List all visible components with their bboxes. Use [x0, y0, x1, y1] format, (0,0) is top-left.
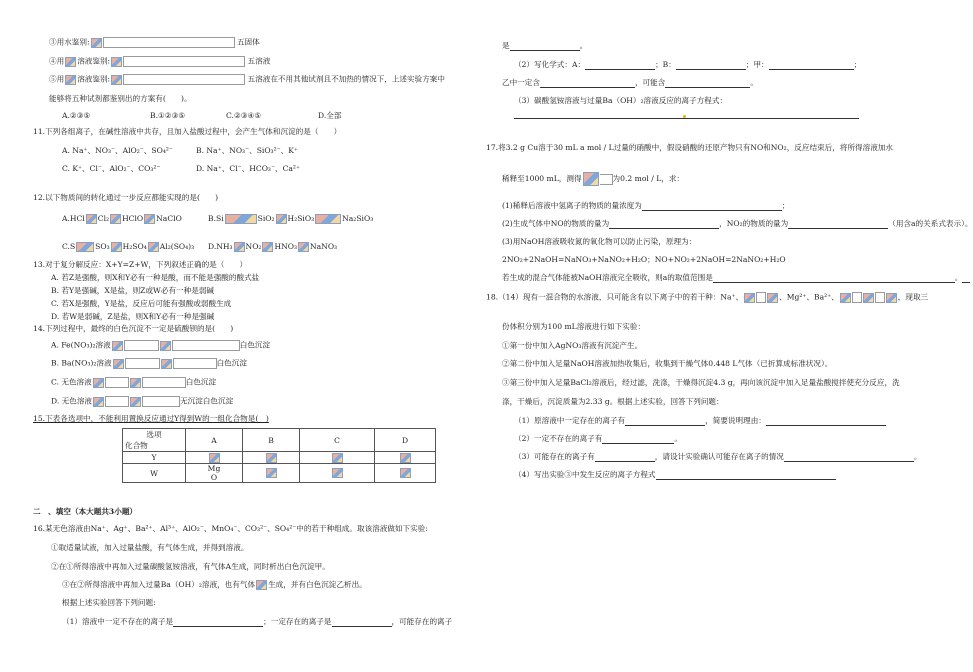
q13-choice-a: A. 若Z是强酸，则X和Y必有一种是酸，而不能是强酸的酸式盐: [51, 273, 260, 282]
formula-image: [209, 453, 220, 463]
arrow-image: [86, 214, 97, 224]
q16-stem: 16.某无色溶液由Na⁺、Ag⁺、Ba²⁺、Al³⁺、AlO₂⁻、MnO₄⁻、CO₃²⁻、SO₄²⁻中的若干种组成。取该溶液做如下实验:: [33, 524, 428, 533]
process-image: [130, 397, 141, 407]
q17-part2: (2)生成气体中NO的物质的量为 ，NO₂的物质的量为 （用含a的关系式表示）。: [502, 219, 973, 228]
q16-answer-intro: 根据上述实验回答下列问题:: [62, 598, 156, 607]
q18-part1: （1）原溶液中一定存在的离子有 ，简要说明理由：: [514, 416, 886, 426]
q17-part1: (1)稀释后溶液中氢离子的物质的量浓度为 ；: [502, 201, 790, 210]
q11-choice-c: C. K⁺、Cl⁻、AlO₂⁻、CO₃²⁻: [62, 164, 161, 173]
q18-step3-cont: 涤，干燥后，沉淀质量为2.33 g。根据上述实验，回答下列问题：: [502, 397, 724, 406]
q18-step2: ②第二份中加入足量NaOH溶液加热收集后，收集到干燥气体0.448 L气体（已折算成标准状况）。: [502, 359, 833, 368]
formula-image: [256, 580, 267, 590]
q12-choice-a: A.HCl Cl₂ HClO NaClO: [62, 214, 182, 223]
q16-part3-blank[interactable]: [514, 118, 859, 119]
q14-choice-c: C. 无色溶液 白色沉淀: [51, 377, 217, 387]
answer-blank[interactable]: [713, 274, 955, 283]
answer-blank[interactable]: [602, 435, 674, 444]
q12-stem: 12.以下物质间的转化通过一步反应都能实现的是( ): [33, 193, 219, 202]
q13-choice-c: C. 若X是强酸，Y是盐，反应后可能有强酸或弱酸生成: [51, 299, 232, 308]
ion-image: [767, 293, 778, 303]
process-image: [113, 359, 124, 369]
formula-image: [583, 172, 599, 186]
q10-option5: ⑤用 溶液鉴别: 五溶液在不用其他试剂且不加热的情况下，上述实验方案中: [49, 74, 445, 84]
answer-blank[interactable]: [540, 79, 635, 88]
formula-image: [266, 468, 277, 478]
q10-option3: ③用水鉴别: 五固体: [49, 37, 260, 47]
q11-stem: 11.下列各组离子，在碱性溶液中共存，且加入盐酸过程中，会产生气体和沉淀的是（ ）: [33, 127, 342, 136]
q14-stem: 14.下列过程中，最终的白色沉淀不一定是硫酸钡的是( ): [33, 324, 234, 333]
table-row: W Mg O: [123, 464, 436, 483]
q12-choice-b: B.Si SiO₂ H₂SiO₃ Na₂SiO₃: [208, 214, 374, 223]
q13-choice-d: D. 若W是弱碱，Z是盐，则X和Y必有一种是强碱: [51, 312, 215, 321]
q16-part1: （1）溶液中一定不存在的离子是 ；一定存在的离子是 ，可能存在的离子: [62, 617, 453, 626]
formula-image: [400, 468, 411, 478]
formula-image: [111, 75, 122, 85]
arrow-image: [76, 242, 94, 252]
answer-blank[interactable]: [332, 618, 392, 627]
q17-line2: 稀释至1000 mL，测得 为0.2 mol / L，求：: [502, 172, 684, 186]
formula-image: [332, 468, 343, 478]
q12-choice-c: C.S SO₃ H₂SO₄ Al₂(SO₄)₃: [62, 242, 195, 251]
q10-choice-c: C.②③④⑤: [226, 111, 262, 120]
ion-image: [886, 293, 897, 303]
q16-part2: （2）写化学式：A： ；B： ；甲： ；: [514, 60, 862, 69]
arrow-image: [111, 242, 122, 252]
q16-step2: ②在①所得溶液中再加入过量碳酸氢铵溶液，有气体A生成，同时析出白色沉淀甲。: [51, 562, 330, 571]
q18-line2: 份体积分别为100 mL溶液进行如下实验：: [502, 322, 646, 331]
arrow-image: [234, 242, 245, 252]
q13-stem: 13.对于复分解反应：X+Y=Z+W，下列叙述正确的是（ ）: [33, 260, 248, 269]
q16-step1: ①取适量试液，加入过量盐酸，有气体生成，并得到溶液。: [51, 543, 249, 552]
answer-blank[interactable]: [788, 220, 888, 229]
q16-part1-cont: 是 。: [502, 41, 588, 50]
q18-part3: （3）可能存在的离子有 ，请设计实验确认可能存在离子的情况 。: [514, 452, 922, 461]
q17-equation: 2NO₂+2NaOH=NaNO₃+NaNO₂+H₂O；NO+NO₂+2NaOH=2NaNO₂+H₂O: [502, 255, 786, 264]
q11-choice-b: B. Na⁺、NO₃⁻、SiO₃²⁻、K⁺: [196, 146, 298, 155]
q11-choice-d: D. Na⁺、Cl⁻、HCO₃⁻、Ca²⁺: [196, 164, 300, 173]
q16-part2-line2: 乙中一定含 ，可能含 。: [502, 78, 758, 87]
q18-step1: ①第一份中加入AgNO₃溶液有沉淀产生。: [502, 341, 643, 350]
formula-image: [65, 57, 76, 67]
arrow-image: [144, 214, 155, 224]
formula-image: [111, 57, 122, 67]
answer-blank[interactable]: [676, 61, 746, 70]
answer-blank[interactable]: [766, 417, 886, 426]
q16-step3: ③在②所得溶液中再加入过量Ba（OH）₂溶液，也有气体 生成，并有白色沉淀乙析出。: [62, 580, 367, 589]
process-image: [93, 397, 104, 407]
process-image: [93, 378, 104, 388]
formula-image: [266, 453, 277, 463]
q18-part2: （2）一定不存在的离子有 。: [514, 434, 682, 443]
arrow-image: [225, 214, 257, 224]
answer-blank[interactable]: [642, 202, 782, 211]
q12-choice-d: D.NH₃ NO₂ HNO₃ NaNO₃: [208, 242, 338, 251]
q10-choice-b: B.①②③⑤: [150, 111, 186, 120]
formula-image: [332, 453, 343, 463]
process-image: [112, 341, 123, 351]
q16-part3: （3）碳酸氢铵溶液与过量Ba（OH）₂溶液反应的离子方程式：: [514, 96, 728, 105]
formula-image: [65, 75, 76, 85]
answer-blank[interactable]: [585, 61, 655, 70]
q10-continuation: 能够将五种试剂都鉴别出的方案有( )。: [49, 94, 192, 103]
answer-blank[interactable]: [625, 417, 705, 426]
q17-stem: 17.将3.2 g Cu溶于30 mL a mol / L过量的硝酸中，假设硝酸的还原产物只有NO和NO₂，反应结束后，将所得溶液加水: [486, 143, 894, 152]
process-image: [130, 378, 141, 388]
q15-stem: 15.下表各选项中，不能利用置换反应通过Y得到W的一组化合物是( ): [33, 414, 269, 423]
q15-table: [122, 428, 436, 483]
answer-blank[interactable]: [609, 220, 719, 229]
answer-blank[interactable]: [510, 42, 580, 51]
q13-choice-b: B. 若Y是强碱，X是盐，则Z或W必有一种是弱碱: [51, 286, 215, 295]
table-row: 选项 化合物 A B C D: [123, 429, 436, 452]
q17-part3: (3)用NaOH溶液吸收氮的氧化物可以防止污染，原理为：: [502, 237, 697, 246]
marker-dot: [683, 115, 686, 118]
q18-part4: （4）写出实验③中发生反应的离子方程式: [514, 470, 836, 480]
process-image: [161, 359, 172, 369]
arrow-image: [148, 242, 159, 252]
q14-choice-b: B. Ba(NO₃)₂溶液 白色沉淀: [51, 358, 247, 368]
arrow-image: [110, 214, 121, 224]
ion-image: [744, 293, 755, 303]
q17-last: 若生成的混合气体能被NaOH溶液完全吸收，则a的取值范围是 。: [502, 273, 970, 283]
section-heading: 二 、填空（本大题共3小题）: [33, 507, 138, 516]
formula-image: [400, 453, 411, 463]
formula-image: [91, 38, 102, 48]
ion-image: [863, 293, 874, 303]
q10-choice-d: D.全部: [318, 111, 342, 120]
q10-option4: ④用 溶液鉴别: 五溶液: [49, 56, 271, 66]
q11-choice-a: A. Na⁺、NO₃⁻、AlO₂⁻、SO₄²⁻: [62, 146, 173, 155]
answer-blank[interactable]: [769, 61, 854, 70]
answer-blank[interactable]: [595, 453, 655, 462]
process-image: [160, 341, 171, 351]
arrow-image: [298, 242, 309, 252]
table-row: Y: [123, 452, 436, 464]
arrow-image: [262, 242, 273, 252]
q14-choice-a: A. Fe(NO₃)₂溶液 白色沉淀: [51, 340, 271, 350]
q18-step3: ③第三份中加入足量BaCl₂溶液后，经过滤，洗涤，干燥得沉淀4.3 g，再向该沉淀中加入足量盐酸搅拌使充分反应，洗: [502, 378, 900, 387]
q10-choice-a: A.②③⑤: [62, 111, 91, 120]
answer-blank[interactable]: [784, 453, 914, 462]
answer-blank[interactable]: [173, 618, 263, 627]
arrow-image: [315, 214, 341, 224]
q18-stem: 18.（14）现有一混合物的水溶液，只可能含有以下离子中的若干种：Na⁺、 、Mg²⁺、Ba²⁺、 ，现取三: [486, 292, 929, 302]
answer-blank[interactable]: [656, 471, 836, 480]
ion-image: [840, 293, 851, 303]
arrow-image: [276, 214, 287, 224]
answer-blank[interactable]: [665, 79, 750, 88]
q14-choice-d: D. 无色溶液 无沉淀白色沉淀: [51, 396, 234, 406]
